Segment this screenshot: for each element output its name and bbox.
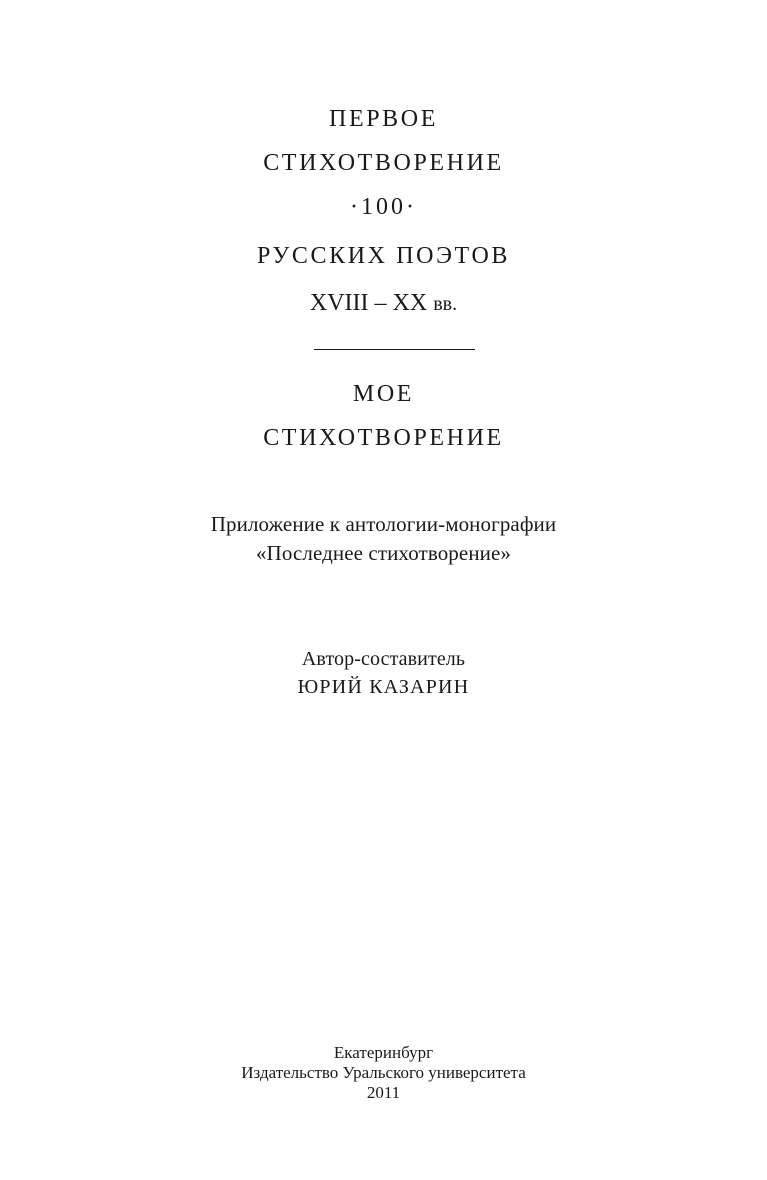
title-line-3: ·100· (350, 194, 417, 220)
title-line-2: СТИХОТВОРЕНИЕ (263, 150, 504, 176)
centuries-abbr: вв. (433, 293, 458, 315)
imprint-city: Екатеринбург (333, 1043, 434, 1062)
horizontal-divider (314, 349, 475, 350)
imprint-publisher: Издательство Уральского университета (241, 1063, 526, 1082)
imprint-year: 2011 (366, 1083, 401, 1102)
centuries-range: XVIII – XX (309, 290, 428, 316)
title-line-1: ПЕРВОЕ (329, 106, 438, 132)
title-line-4: РУССКИХ ПОЭТОВ (256, 243, 511, 269)
subtitle-line-1: МОЕ (352, 381, 415, 407)
appendix-line-1: Приложение к антологии-монографии (210, 512, 557, 536)
appendix-line-2: «Последнее стихотворение» (255, 541, 512, 565)
subtitle-line-2: СТИХОТВОРЕНИЕ (263, 425, 504, 451)
centuries-line (0, 290, 767, 317)
author-role: Автор-составитель (301, 648, 466, 670)
author-name: ЮРИЙ КАЗАРИН (297, 676, 470, 698)
